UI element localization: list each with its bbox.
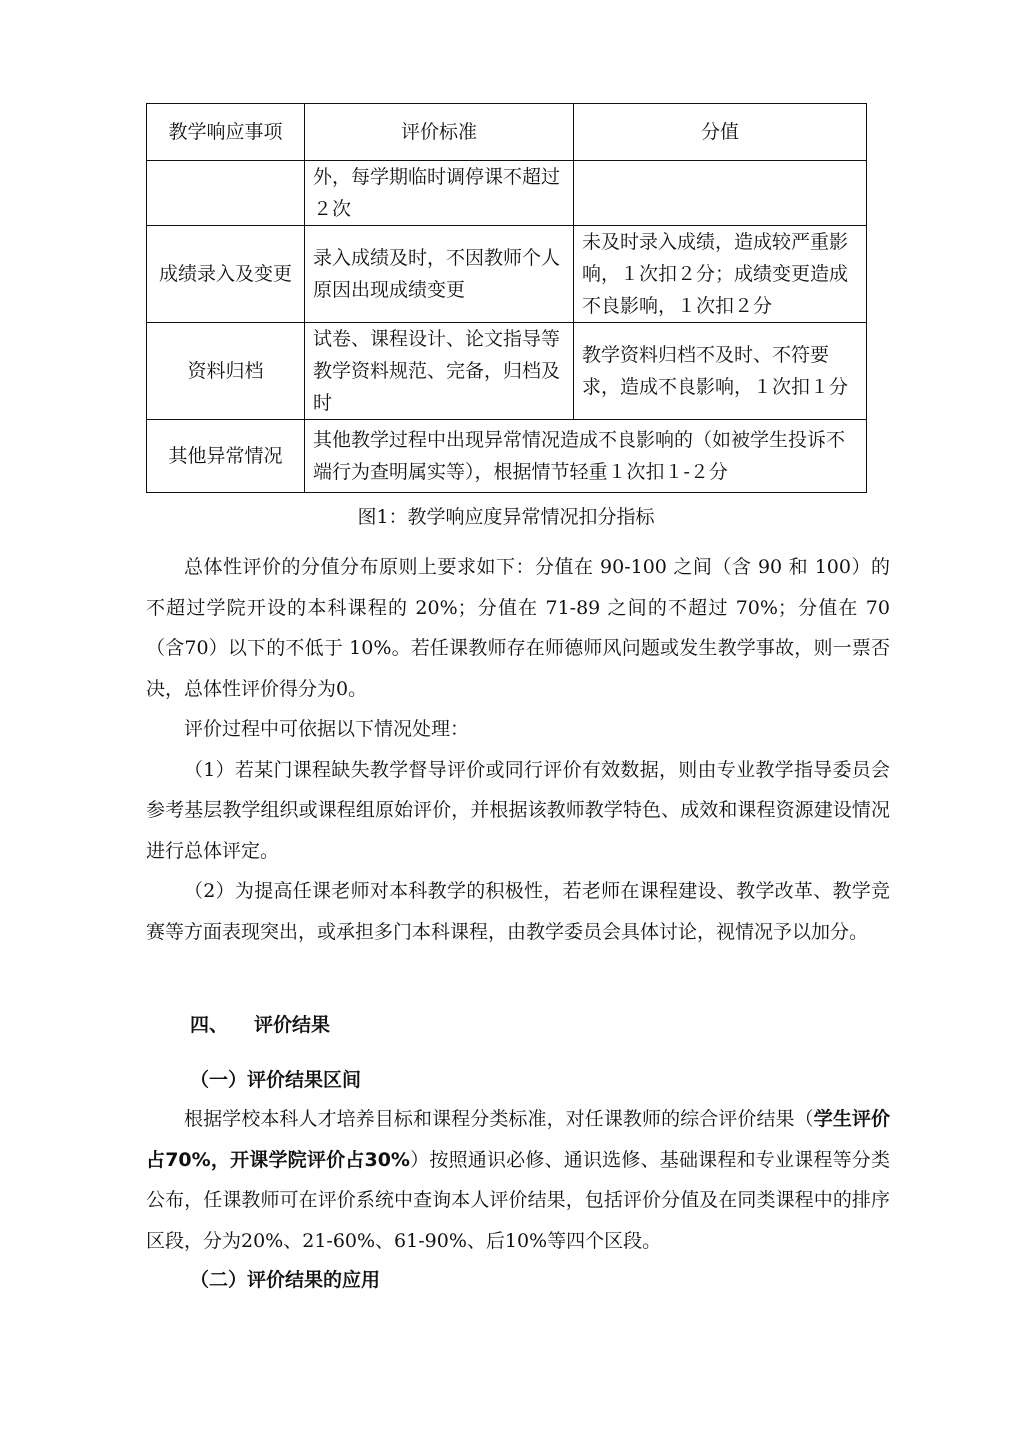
table-header-cell: 分值 — [574, 104, 867, 161]
body-block-2 — [146, 1099, 890, 1261]
table-cell-item: 资料归档 — [147, 323, 305, 420]
table-cell-standard: 录入成绩及时，不因教师个人原因出现成绩变更 — [305, 226, 574, 323]
table-row — [147, 161, 867, 226]
section-title: 评价结果 — [254, 1014, 331, 1036]
text-run: ）按照通识必修、通识选修、基础课程和专业课程等分类公布，任课教师可在评价系统中查询本人评价结果，包括评价分值及在同类课程中的排序区段，分为20%、21-60%、61-90%、后10%等四个区段。 — [146, 1148, 890, 1252]
table-cell-score — [574, 161, 867, 226]
table-header-cell: 教学响应事项 — [147, 104, 305, 161]
subsection-heading: （一）评价结果区间 — [190, 1069, 362, 1091]
table-header-row — [147, 104, 867, 161]
text-run: 根据学校本科人才培养目标和课程分类标准，对任课教师的综合评价结果（ — [184, 1108, 814, 1130]
table-cell-merged: 其他教学过程中出现异常情况造成不良影响的（如被学生投诉不端行为查明属实等），根据情节轻重１次扣１-２分 — [305, 420, 867, 493]
table-row — [147, 323, 867, 420]
bold-text-run: 学生评价占70%，开课学院评价占30% — [146, 1108, 890, 1171]
table-row — [147, 420, 867, 493]
paragraph: 总体性评价的分值分布原则上要求如下：分值在 90-100 之间（含 90 和 100）的不超过学院开设的本科课程的 20%；分值在 71-89 之间的不超过 70%；分值在 70（含70）以下的不低于 10%。若任课教师存在师德师风问题或发生教学事故，则一票否决，总体性评价得分为0。 — [146, 556, 890, 700]
subsection-heading: （二）评价结果的应用 — [190, 1269, 381, 1291]
body-block-1 — [146, 547, 890, 952]
section-number: 四、 — [190, 1014, 229, 1036]
paragraph — [146, 1099, 890, 1261]
deduction-table — [146, 103, 867, 493]
figure-caption: 图1：教学响应度异常情况扣分指标 — [357, 506, 655, 528]
table-cell-standard: 试卷、课程设计、论文指导等教学资料规范、完备，归档及时 — [305, 323, 574, 420]
paragraph: （2）为提高任课老师对本科教学的积极性，若老师在课程建设、教学改革、教学竞赛等方面表现突出，或承担多门本科课程，由教学委员会具体讨论，视情况予以加分。 — [146, 880, 890, 943]
section-heading — [190, 1009, 330, 1041]
table-row — [147, 226, 867, 323]
table-header-cell: 评价标准 — [305, 104, 574, 161]
paragraph: 评价过程中可依据以下情况处理： — [184, 718, 470, 740]
table-cell-standard: 外，每学期临时调停课不超过２次 — [305, 161, 574, 226]
paragraph: （1）若某门课程缺失教学督导评价或同行评价有效数据，则由专业教学指导委员会参考基层教学组织或课程组原始评价，并根据该教师教学特色、成效和课程资源建设情况进行总体评定。 — [146, 758, 890, 862]
table-cell-item: 其他异常情况 — [147, 420, 305, 493]
table-cell-score: 教学资料归档不及时、不符要求，造成不良影响，１次扣１分 — [574, 323, 867, 420]
table-cell-item: 成绩录入及变更 — [147, 226, 305, 323]
table-cell-score: 未及时录入成绩，造成较严重影响，１次扣２分；成绩变更造成不良影响，１次扣２分 — [574, 226, 867, 323]
table-cell-item — [147, 161, 305, 226]
